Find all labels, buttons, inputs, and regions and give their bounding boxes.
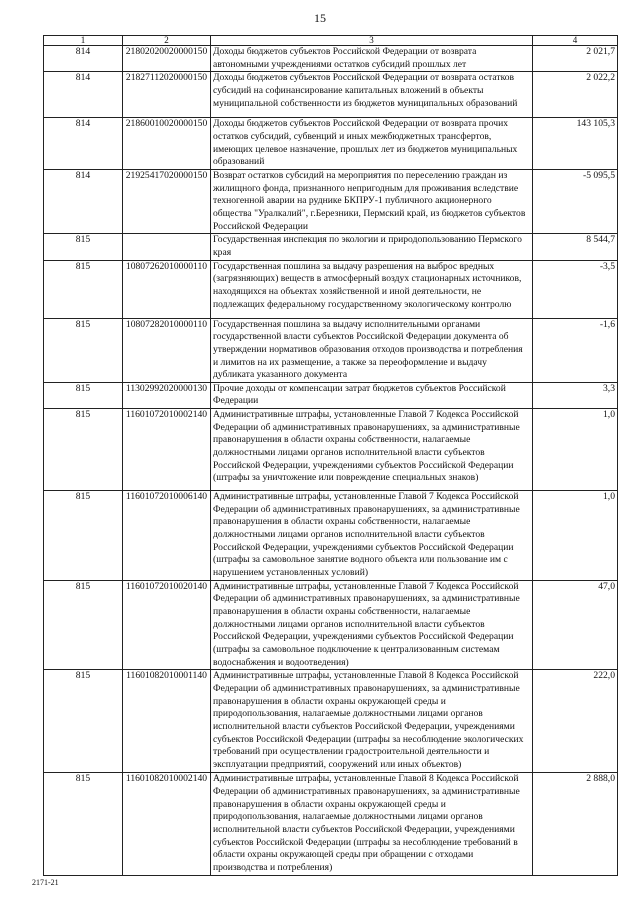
page-number: 15 xyxy=(314,11,326,25)
amount-cell: 2 888,0 xyxy=(533,773,618,876)
admin-code-cell: 815 xyxy=(44,318,123,382)
revenue-table xyxy=(43,35,618,876)
amount-cell: 3,3 xyxy=(533,382,618,408)
table-row xyxy=(44,260,618,318)
budget-code-cell: 21802020020000150 xyxy=(123,46,211,72)
admin-code-cell: 815 xyxy=(44,409,123,491)
table-row xyxy=(44,491,618,581)
table-row xyxy=(44,46,618,72)
table-row xyxy=(44,580,618,670)
admin-code-cell: 814 xyxy=(44,46,123,72)
budget-code-cell: 11601072010020140 xyxy=(123,580,211,670)
amount-cell: -3,5 xyxy=(533,260,618,318)
table-row xyxy=(44,234,618,260)
admin-code-cell: 814 xyxy=(44,169,123,233)
budget-code-cell: 11601072010002140 xyxy=(123,409,211,491)
amount-cell: 47,0 xyxy=(533,580,618,670)
amount-cell: -5 095,5 xyxy=(533,169,618,233)
amount-cell: 1,0 xyxy=(533,491,618,581)
admin-code-cell: 815 xyxy=(44,234,123,260)
admin-code-cell: 815 xyxy=(44,670,123,773)
revenue-name-cell: Доходы бюджетов субъектов Российской Федерации от возврата прочих остатков субсидий, субвенций и иных межбюджетных трансфертов, имеющих целевое назначение, прошлых лет из бюджетов муниципальных образований xyxy=(211,118,533,170)
budget-code-cell: 21860010020000150 xyxy=(123,118,211,170)
table-row xyxy=(44,72,618,118)
revenue-name-cell: Административные штрафы, установленные Главой 8 Кодекса Российской Федерации об административных правонарушениях, за административные правонарушения в области охраны окружающей среды и природопользования, налагаемые должностными лицами органов исполнительной власти субъектов Российской Федерации, учреждениями субъектов Российской Федерации (штрафы за несоблюдение экологических требований при осуществлении градостроительной деятельности и эксплуатации предприятий, сооружений или иных объектов) xyxy=(211,670,533,773)
document-code: 2171-21 xyxy=(32,878,59,887)
column-header-3: 3 xyxy=(211,36,533,46)
revenue-name-cell: Административные штрафы, установленные Главой 7 Кодекса Российской Федерации об административных правонарушениях, за административные правонарушения в области охраны собственности, налагаемые должностными лицами органов исполнительной власти субъектов Российской Федерации, учреждениями субъектов Российской Федерации (штрафы за уничтожение или повреждение специальных знаков) xyxy=(211,409,533,491)
budget-code-cell: 10807282010000110 xyxy=(123,318,211,382)
amount-cell: -1,6 xyxy=(533,318,618,382)
table-row xyxy=(44,409,618,491)
admin-code-cell: 814 xyxy=(44,118,123,170)
revenue-name-cell: Административные штрафы, установленные Главой 7 Кодекса Российской Федерации об административных правонарушениях, за административные правонарушения в области охраны собственности, налагаемые должностными лицами органов исполнительной власти субъектов Российской Федерации, учреждениями субъектов Российской Федерации (штрафы за самовольное подключение к централизованным системам водоснабжения и водоотведения) xyxy=(211,580,533,670)
budget-code-cell: 10807262010000110 xyxy=(123,260,211,318)
table-row xyxy=(44,382,618,408)
revenue-name-cell: Государственная инспекция по экологии и природопользованию Пермского края xyxy=(211,234,533,260)
header-row xyxy=(44,36,618,46)
table-row xyxy=(44,318,618,382)
budget-code-cell: 11601072010006140 xyxy=(123,491,211,581)
admin-code-cell: 815 xyxy=(44,491,123,581)
revenue-name-cell: Государственная пошлина за выдачу разрешения на выброс вредных (загрязняющих) веществ в атмосферный воздух стационарных источников, находящихся на объектах хозяйственной и иной деятельности, не подлежащих федеральному государственному экологическому контролю xyxy=(211,260,533,318)
revenue-name-cell: Административные штрафы, установленные Главой 8 Кодекса Российской Федерации об административных правонарушениях, за административные правонарушения в области охраны окружающей среды и природопользования, налагаемые должностными лицами органов исполнительной власти субъектов Российской Федерации, учреждениями субъектов Российской Федерации (штрафы за несоблюдение требований в области охраны окружающей среды при обращении с отходами производства и потребления) xyxy=(211,773,533,876)
revenue-name-cell: Доходы бюджетов субъектов Российской Федерации от возврата остатков субсидий на софинансирование капитальных вложений в объекты муниципальной собственности из бюджетов муниципальных образований xyxy=(211,72,533,118)
column-header-4: 4 xyxy=(533,36,618,46)
admin-code-cell: 815 xyxy=(44,382,123,408)
revenue-name-cell: Административные штрафы, установленные Главой 7 Кодекса Российской Федерации об административных правонарушениях, за административные правонарушения в области охраны собственности, налагаемые должностными лицами органов исполнительной власти субъектов Российской Федерации, учреждениями субъектов Российской Федерации (штрафы за самовольное занятие водного объекта или пользование им с нарушением установленных условий) xyxy=(211,491,533,581)
admin-code-cell: 815 xyxy=(44,260,123,318)
amount-cell: 2 022,2 xyxy=(533,72,618,118)
amount-cell: 222,0 xyxy=(533,670,618,773)
table-row xyxy=(44,118,618,170)
amount-cell: 143 105,3 xyxy=(533,118,618,170)
budget-code-cell: 21827112020000150 xyxy=(123,72,211,118)
amount-cell: 1,0 xyxy=(533,409,618,491)
column-header-1: 1 xyxy=(44,36,123,46)
revenue-name-cell: Возврат остатков субсидий на мероприятия по переселению граждан из жилищного фонда, признанного непригодным для проживания вследствие техногенной аварии на руднике БКПРУ-1 публичного акционерного общества "Уралкалий", г.Березники, Пермский край, из бюджетов субъектов Российской Федерации xyxy=(211,169,533,233)
admin-code-cell: 815 xyxy=(44,773,123,876)
admin-code-cell: 815 xyxy=(44,580,123,670)
table-row xyxy=(44,670,618,773)
amount-cell: 8 544,7 xyxy=(533,234,618,260)
admin-code-cell: 814 xyxy=(44,72,123,118)
revenue-name-cell: Прочие доходы от компенсации затрат бюджетов субъектов Российской Федерации xyxy=(211,382,533,408)
table-row xyxy=(44,773,618,876)
budget-code-cell: 11601082010001140 xyxy=(123,670,211,773)
column-header-2: 2 xyxy=(123,36,211,46)
revenue-name-cell: Государственная пошлина за выдачу исполнительными органами государственной власти субъектов Российской Федерации документа об утверждении нормативов образования отходов производства и потребления и лимитов на их размещение, а также за переоформление и выдачу дубликата указанного документа xyxy=(211,318,533,382)
budget-code-cell: 21925417020000150 xyxy=(123,169,211,233)
budget-code-cell: 11601082010002140 xyxy=(123,773,211,876)
amount-cell: 2 021,7 xyxy=(533,46,618,72)
revenue-name-cell: Доходы бюджетов субъектов Российской Федерации от возврата автономными учреждениями остатков субсидий прошлых лет xyxy=(211,46,533,72)
table-row xyxy=(44,169,618,233)
budget-code-cell xyxy=(123,234,211,260)
budget-code-cell: 11302992020000130 xyxy=(123,382,211,408)
